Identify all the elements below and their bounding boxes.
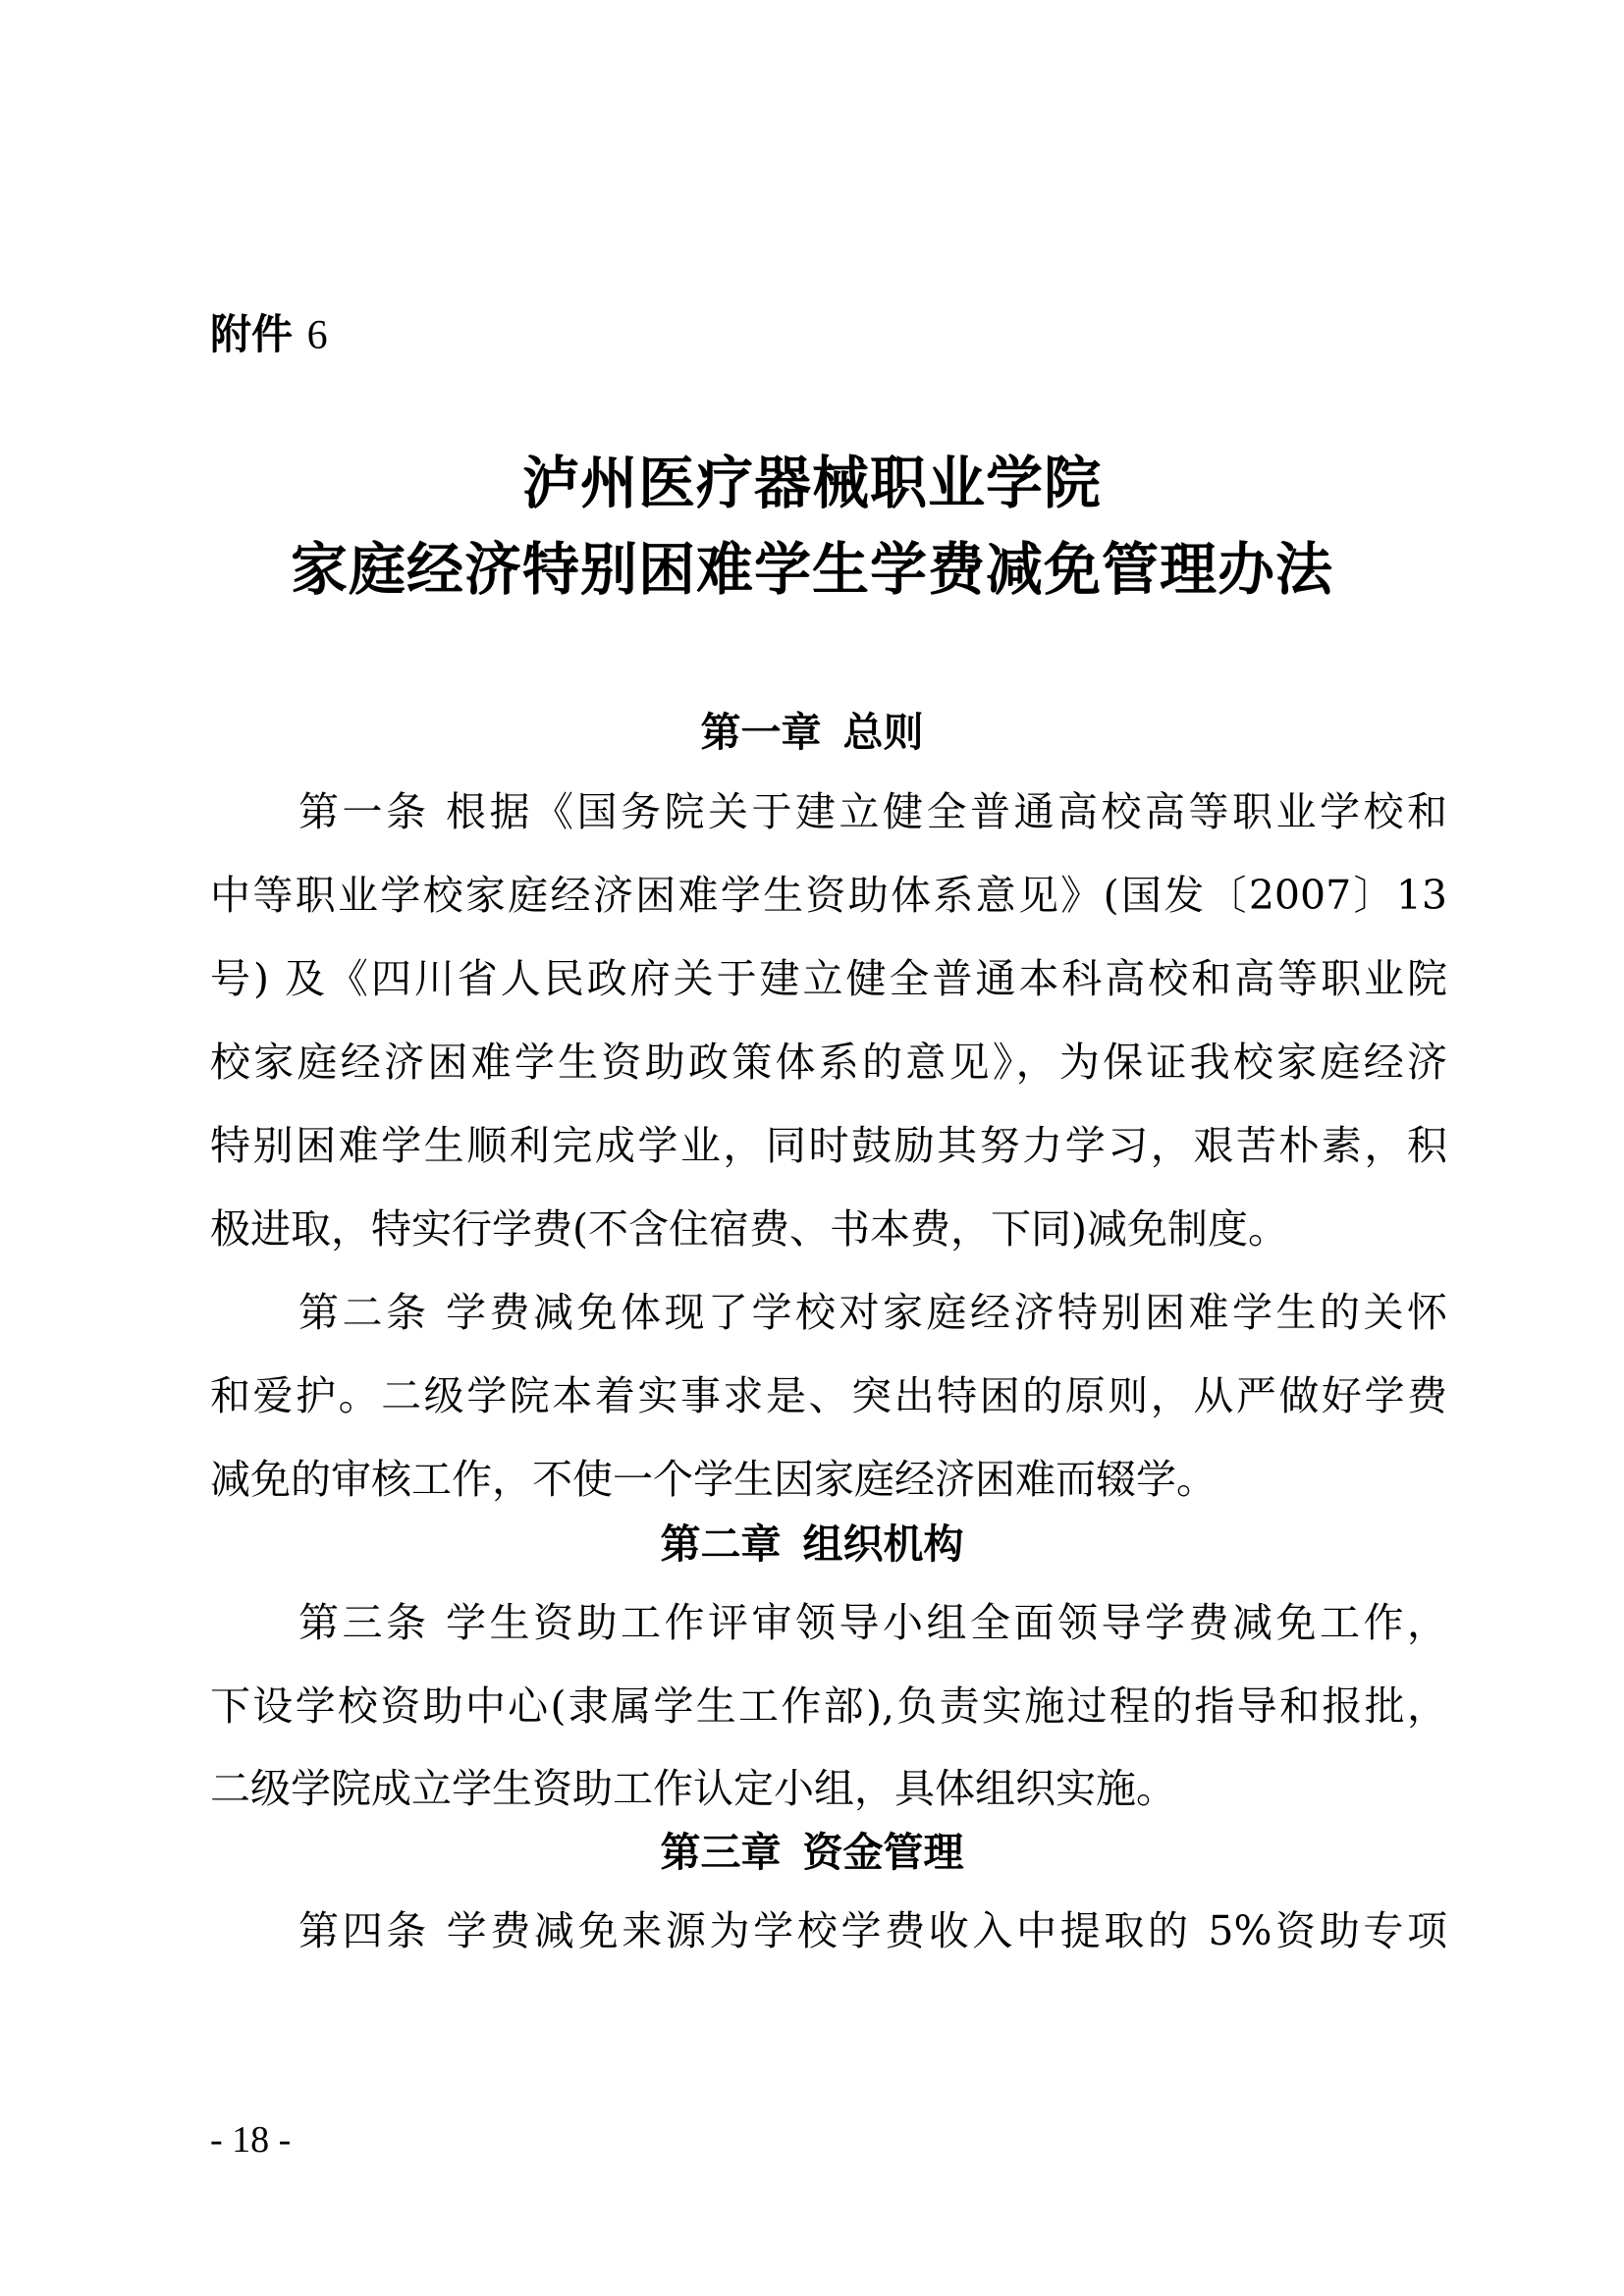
article-3-line-2: 下设学校资助中心(隶属学生工作部),负责实施过程的指导和报批， bbox=[210, 1682, 1447, 1730]
article-1-line-5: 特别困难学生顺利完成学业，同时鼓励其努力学习，艰苦朴素，积 bbox=[210, 1122, 1447, 1169]
article-1-line-3: 号) 及《四川省人民政府关于建立健全普通本科高校和高等职业院 bbox=[210, 955, 1447, 1002]
article-2-line-3: 减免的审核工作，不使一个学生因家庭经济困难而辍学。 bbox=[210, 1456, 1217, 1503]
article-1-line-4: 校家庭经济困难学生资助政策体系的意见》，为保证我校家庭经济 bbox=[210, 1039, 1447, 1086]
article-2-line-1: 第二条 学费减免体现了学校对家庭经济特别困难学生的关怀 bbox=[298, 1289, 1447, 1336]
chapter-3-heading bbox=[0, 1823, 1624, 1882]
article-4-line-1: 第四条 学费减免来源为学校学费收入中提取的 5%资助专项 bbox=[298, 1907, 1447, 1954]
attachment-text: 附件 bbox=[210, 310, 294, 358]
article-2-line-2: 和爱护。二级学院本着实事求是、突出特困的原则，从严做好学费 bbox=[210, 1372, 1447, 1419]
chapter-name: 总则 bbox=[842, 709, 924, 756]
article-3-line-1: 第三条 学生资助工作评审领导小组全面领导学费减免工作， bbox=[298, 1599, 1447, 1646]
chapter-number: 第三章 bbox=[660, 1829, 782, 1876]
attachment-label bbox=[210, 307, 328, 363]
attachment-number: 6 bbox=[306, 313, 328, 358]
chapter-name: 组织机构 bbox=[802, 1521, 964, 1568]
article-1-line-2: 中等职业学校家庭经济困难学生资助体系意见》(国发〔2007〕13 bbox=[210, 872, 1447, 919]
chapter-number: 第一章 bbox=[700, 709, 822, 756]
article-3-line-3: 二级学院成立学生资助工作认定小组，具体组织实施。 bbox=[210, 1765, 1176, 1812]
chapter-name: 资金管理 bbox=[802, 1829, 964, 1876]
document-title-line-1: 泸州医疗器械职业学院 bbox=[521, 450, 1102, 516]
article-1-line-1: 第一条 根据《国务院关于建立健全普通高校高等职业学校和 bbox=[298, 788, 1447, 835]
page-number: - 18 - bbox=[210, 2119, 292, 2161]
chapter-1-heading bbox=[0, 703, 1624, 762]
document-title-line-2: 家庭经济特别困难学生学费减免管理办法 bbox=[290, 536, 1333, 603]
chapter-number: 第二章 bbox=[660, 1521, 782, 1568]
article-1-line-6: 极进取，特实行学费(不含住宿费、书本费，下同)减免制度。 bbox=[210, 1205, 1288, 1253]
chapter-2-heading bbox=[0, 1515, 1624, 1574]
